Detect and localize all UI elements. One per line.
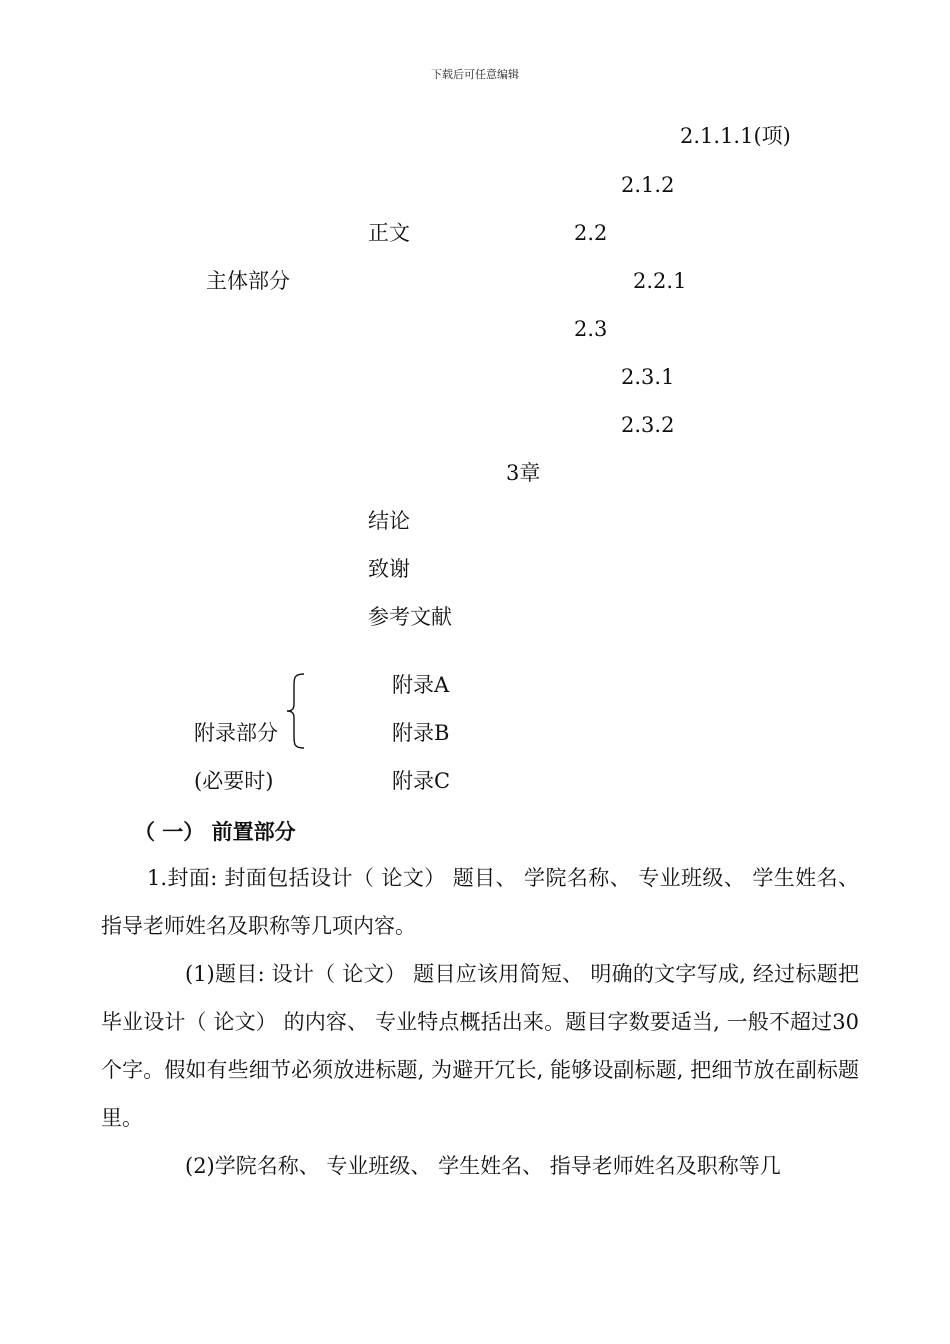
outline-item-2-3-1: 2.3.1 bbox=[621, 365, 675, 389]
appendix-item-c: 附录C bbox=[392, 769, 451, 793]
outline-item-2-2: 2.2 bbox=[574, 221, 608, 245]
outline-item-main-part: 主体部分 bbox=[206, 269, 290, 293]
appendix-item-b: 附录B bbox=[392, 721, 450, 745]
outline-item-conclusion: 结论 bbox=[368, 509, 410, 533]
outline-item-2-1-1-1: 2.1.1.1(项) bbox=[680, 124, 791, 148]
curly-brace-icon bbox=[284, 672, 308, 750]
page-header: 下载后可任意编辑 bbox=[431, 68, 519, 81]
appendix-item-a: 附录A bbox=[392, 673, 450, 697]
outline-item-chapter-3: 3章 bbox=[506, 461, 541, 485]
paragraph-title: (1)题目: 设计（ 论文） 题目应该用简短、 明确的文字写成, 经过标题把毕业设计（ 论文） 的内容、 专业特点概括出来。题目字数要适当, 一般不超过30个字。假如有些细节必须放进标题, 为避开冗长, 能够设副标题, 把细节放在副标题里。 bbox=[101, 962, 859, 1130]
outline-item-2-3-2: 2.3.2 bbox=[621, 413, 675, 437]
appendix-note: (必要时) bbox=[194, 769, 274, 793]
outline-item-acknowledgement: 致谢 bbox=[368, 557, 410, 581]
appendix-label: 附录部分 bbox=[194, 721, 278, 745]
section-heading: （ 一） 前置部分 bbox=[134, 819, 296, 844]
paragraph-school-info: (2)学院名称、 专业班级、 学生姓名、 指导老师姓名及职称等几 bbox=[185, 1154, 781, 1178]
paragraph-cover: 1.封面: 封面包括设计（ 论文） 题目、 学院名称、 专业班级、 学生姓名、 指导老师姓名及职称等几项内容。 bbox=[101, 866, 859, 938]
outline-item-2-3: 2.3 bbox=[574, 317, 608, 341]
outline-item-2-2-1: 2.2.1 bbox=[633, 269, 687, 293]
outline-item-2-1-2: 2.1.2 bbox=[621, 173, 675, 197]
outline-item-zhengwen: 正文 bbox=[368, 221, 410, 245]
outline-item-references: 参考文献 bbox=[368, 605, 452, 629]
